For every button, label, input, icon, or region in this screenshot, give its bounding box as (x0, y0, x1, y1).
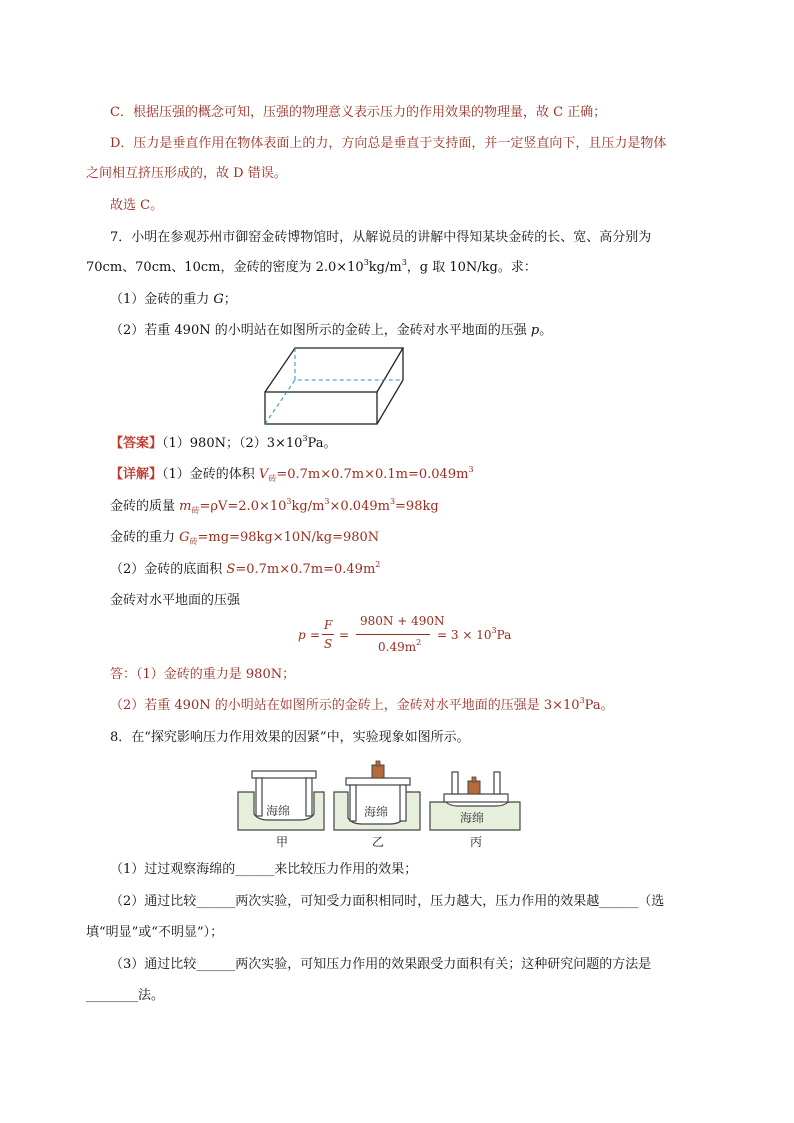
brick-top-face (265, 348, 403, 392)
q7-detail-pressure-label: 金砖对水平地面的压强 (110, 593, 241, 608)
q7-final-answer2: （2）若重 490N 的小明站在如图所示的金砖上，金砖对水平地面的压强是 $3\times 10^3Pa$。 (110, 696, 614, 713)
sponge-experiment-yi (334, 761, 420, 830)
formula-eq2: = (339, 628, 350, 642)
q6-option-d-line2: 之间相互挤压形成的，故 D 错误。 (86, 166, 287, 181)
q7-final-answer1: 答：（1）金砖的重力是 980N； (110, 667, 296, 682)
sponge-label-yi: 海绵 (364, 805, 389, 819)
brick-hidden-edges (265, 380, 403, 424)
brick-front-face (265, 392, 377, 424)
q8-stem: 8．在“探究影响压力作用效果的因紧”中，实验现象如图所示。 (110, 730, 470, 745)
q6-conclusion: 故选 C。 (110, 198, 164, 213)
q6-option-d-line1: D．压力是垂直作用在物体表面上的力，方向总是垂直于支持面，并一定竖直向下，且压力是物体 (110, 136, 667, 151)
caption-bing: 丙 (470, 835, 483, 849)
formula-frac2-num: 980N + 490N (360, 614, 445, 628)
formula-frac1-den: S (324, 637, 333, 651)
sponge-experiment-figure (234, 760, 524, 852)
formula-frac1-num: F (324, 618, 333, 632)
formula-frac2-den: $0.49m^2$ (378, 638, 422, 654)
q8-part2-line2: 填“明显”或“不明显”）； (86, 925, 224, 940)
formula-frac1-bar (322, 634, 334, 635)
weight-block-yi (372, 765, 384, 778)
q8-part3-line2: ________法。 (86, 988, 165, 1003)
formula-eq1: = (310, 628, 321, 642)
sponge-label-bing: 海绵 (460, 811, 485, 825)
q7-detail-mass: 金砖的质量 $m_砖=\rho V=2.0\times 10^3kg/m^3\times 0.049m^3=98kg$ (110, 497, 439, 515)
q7-part2: （2）若重 490N 的小明站在如图所示的金砖上，金砖对水平地面的压强 p。 (110, 323, 553, 338)
q8-part1: （1）过过观察海绵的______来比较压力作用的效果； (110, 862, 418, 877)
sponge-experiment-jia (238, 771, 324, 830)
q7-detail-volume: 【详解】（1）金砖的体积 $V_砖=0.7m\times 0.7m\times 0.1m=0.049m^3$ (110, 465, 474, 483)
formula-result: = $3 \times 10^3Pa$ (437, 626, 512, 642)
q6-option-c: C．根据压强的概念可知，压强的物理意义表示压力的作用效果的物理量，故 C 正确； (110, 105, 607, 120)
sponge-experiment-bing (430, 772, 520, 830)
caption-jia: 甲 (276, 835, 289, 849)
q8-part3-line1: （3）通过比较______两次实验，可知压力作用的效果跟受力面积有关；这种研究问题的方法是 (110, 957, 652, 972)
caption-yi: 乙 (372, 835, 385, 849)
q7-part1: （1）金砖的重力 G； (110, 292, 237, 307)
gold-brick-figure (262, 344, 408, 428)
q7-answer: 【答案】（1）980N；$(2)3\times 10^3Pa$。 (110, 434, 337, 451)
q7-detail-area: （2）金砖的底面积 $S=0.7m\times 0.7m=0.49m^2$ (110, 560, 381, 577)
q7-stem-line2: 70cm、70cm、10cm，金砖的密度为 $2.0\times 10^3kg/m^3$，g 取 10N/kg。求： (86, 258, 537, 275)
weight-block-bing (468, 781, 480, 794)
q7-detail-weight: 金砖的重力 $G_砖=mg=98kg\times 10N/kg=980N$ (110, 530, 380, 546)
q8-part2-line1: （2）通过比较______两次实验，可知受力面积相同时，压力越大，压力作用的效果越______（选 (110, 894, 665, 909)
formula-frac2-bar (356, 634, 430, 635)
q7-stem-line1: 7．小明在参观苏州市御窑金砖博物馆时，从解说员的讲解中得知某块金砖的长、宽、高分别为 (110, 230, 652, 245)
sponge-label-jia: 海绵 (266, 804, 291, 818)
formula-lhs: p (298, 628, 306, 642)
